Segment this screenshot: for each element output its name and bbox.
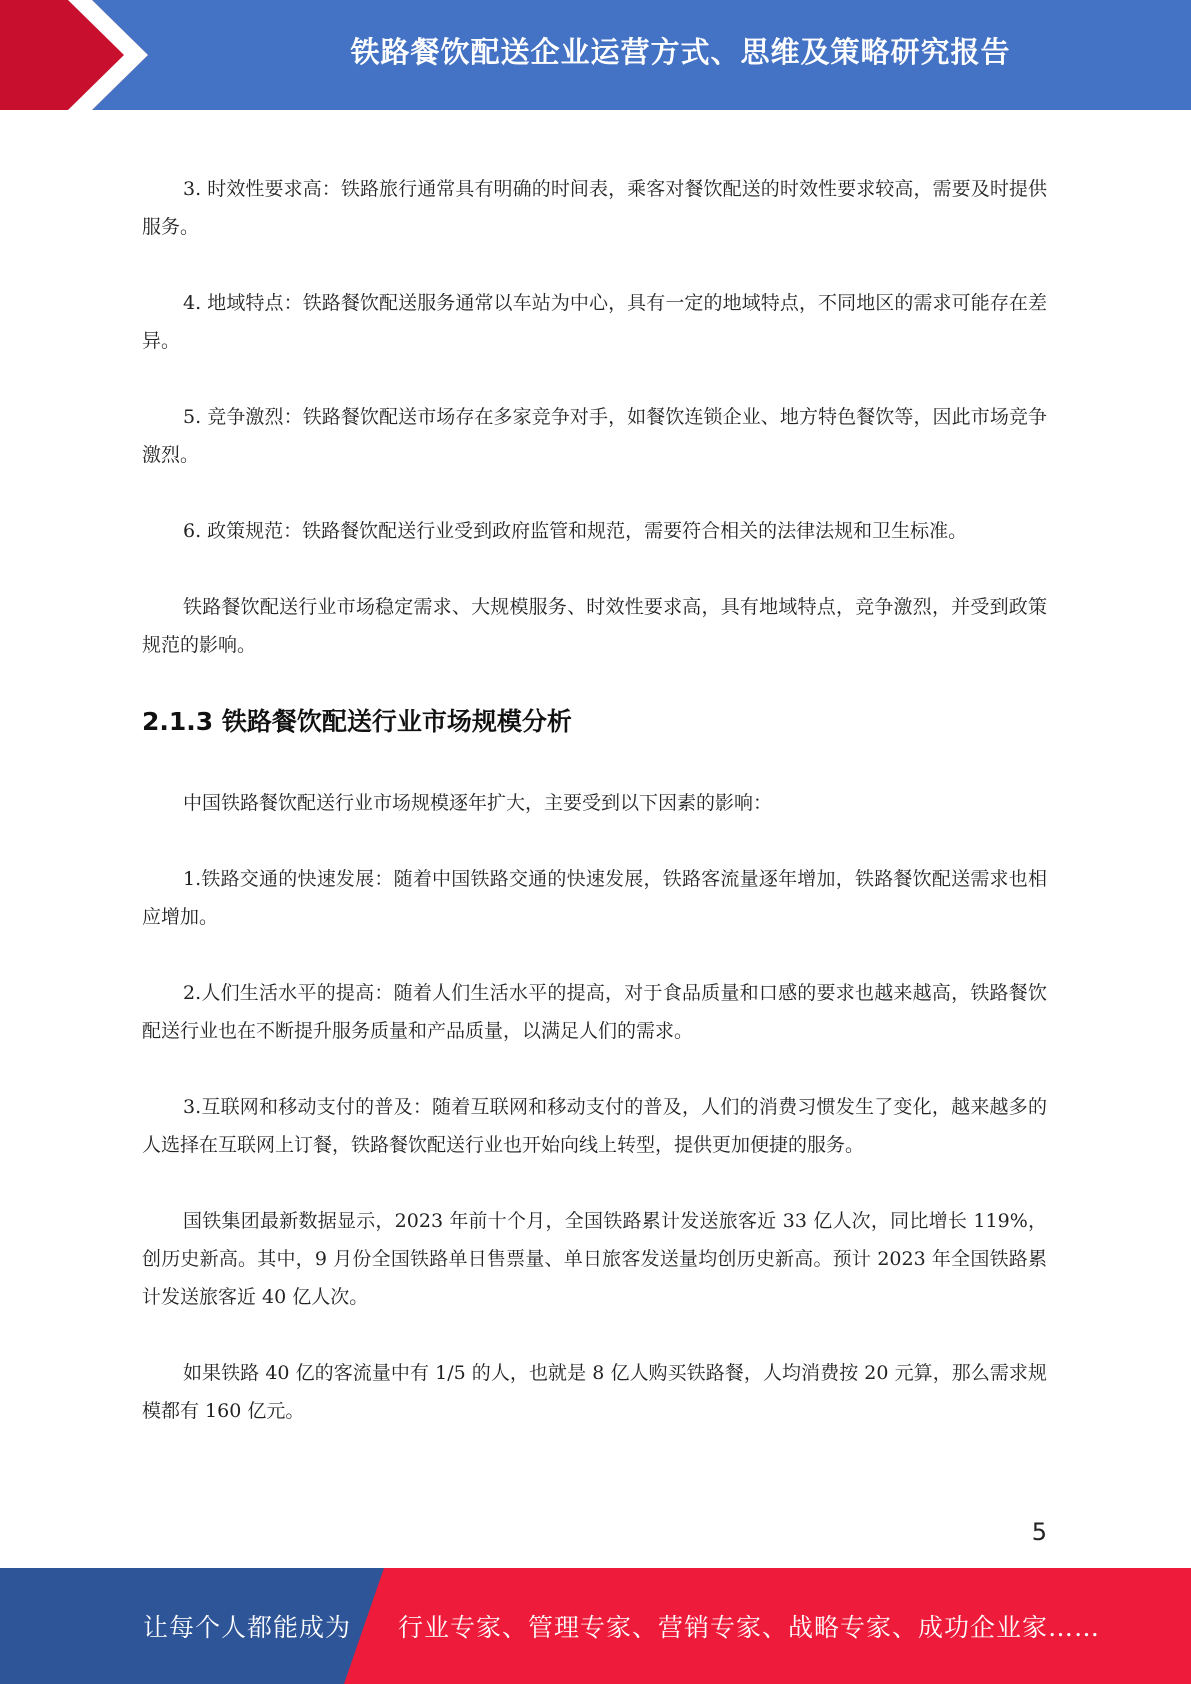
- page-footer: [0, 1568, 1191, 1684]
- footer-slogan-left: 让每个人都能成为: [143, 1613, 352, 1642]
- header-chevron-decoration: [0, 0, 170, 110]
- footer-slogan-right: 行业专家、管理专家、营销专家、战略专家、成功企业家……: [398, 1613, 1101, 1642]
- paragraph: 铁路餐饮配送行业市场稳定需求、大规模服务、时效性要求高，具有地域特点，竞争激烈，并受到政策规范的影响。: [142, 596, 1047, 656]
- paragraph: 5. 竞争激烈：铁路餐饮配送市场存在多家竞争对手，如餐饮连锁企业、地方特色餐饮等，因此市场竞争激烈。: [142, 406, 1047, 466]
- header-title: 铁路餐饮配送企业运营方式、思维及策略研究报告: [350, 34, 1011, 69]
- paragraph: 中国铁路餐饮配送行业市场规模逐年扩大，主要受到以下因素的影响：: [183, 792, 773, 814]
- paragraph: 4. 地域特点：铁路餐饮配送服务通常以车站为中心，具有一定的地域特点，不同地区的需求可能存在差异。: [142, 292, 1047, 352]
- paragraph: 3. 时效性要求高：铁路旅行通常具有明确的时间表，乘客对餐饮配送的时效性要求较高，需要及时提供服务。: [142, 178, 1047, 238]
- section-heading: 2.1.3 铁路餐饮配送行业市场规模分析: [142, 707, 572, 736]
- paragraph: 国铁集团最新数据显示，2023 年前十个月，全国铁路累计发送旅客近 33 亿人次，同比增长 119%，创历史新高。其中，9 月份全国铁路单日售票量、单日旅客发送量均创历史新高。预计 2023 年全国铁路累计发送旅客近 40 亿人次。: [142, 1210, 1047, 1308]
- paragraph: 1.铁路交通的快速发展：随着中国铁路交通的快速发展，铁路客流量逐年增加，铁路餐饮配送需求也相应增加。: [142, 868, 1047, 928]
- paragraph: 6. 政策规范：铁路餐饮配送行业受到政府监管和规范，需要符合相关的法律法规和卫生标准。: [183, 520, 968, 542]
- page-content: [142, 170, 1047, 1468]
- paragraph: 2.人们生活水平的提高：随着人们生活水平的提高，对于食品质量和口感的要求也越来越高，铁路餐饮配送行业也在不断提升服务质量和产品质量，以满足人们的需求。: [142, 982, 1047, 1042]
- paragraph: 3.互联网和移动支付的普及：随着互联网和移动支付的普及，人们的消费习惯发生了变化，越来越多的人选择在互联网上订餐，铁路餐饮配送行业也开始向线上转型，提供更加便捷的服务。: [142, 1096, 1047, 1156]
- page-number: 5: [1031, 1518, 1047, 1546]
- page-header: [0, 0, 1191, 110]
- paragraph: 如果铁路 40 亿的客流量中有 1/5 的人，也就是 8 亿人购买铁路餐，人均消费按 20 元算，那么需求规模都有 160 亿元。: [142, 1362, 1047, 1422]
